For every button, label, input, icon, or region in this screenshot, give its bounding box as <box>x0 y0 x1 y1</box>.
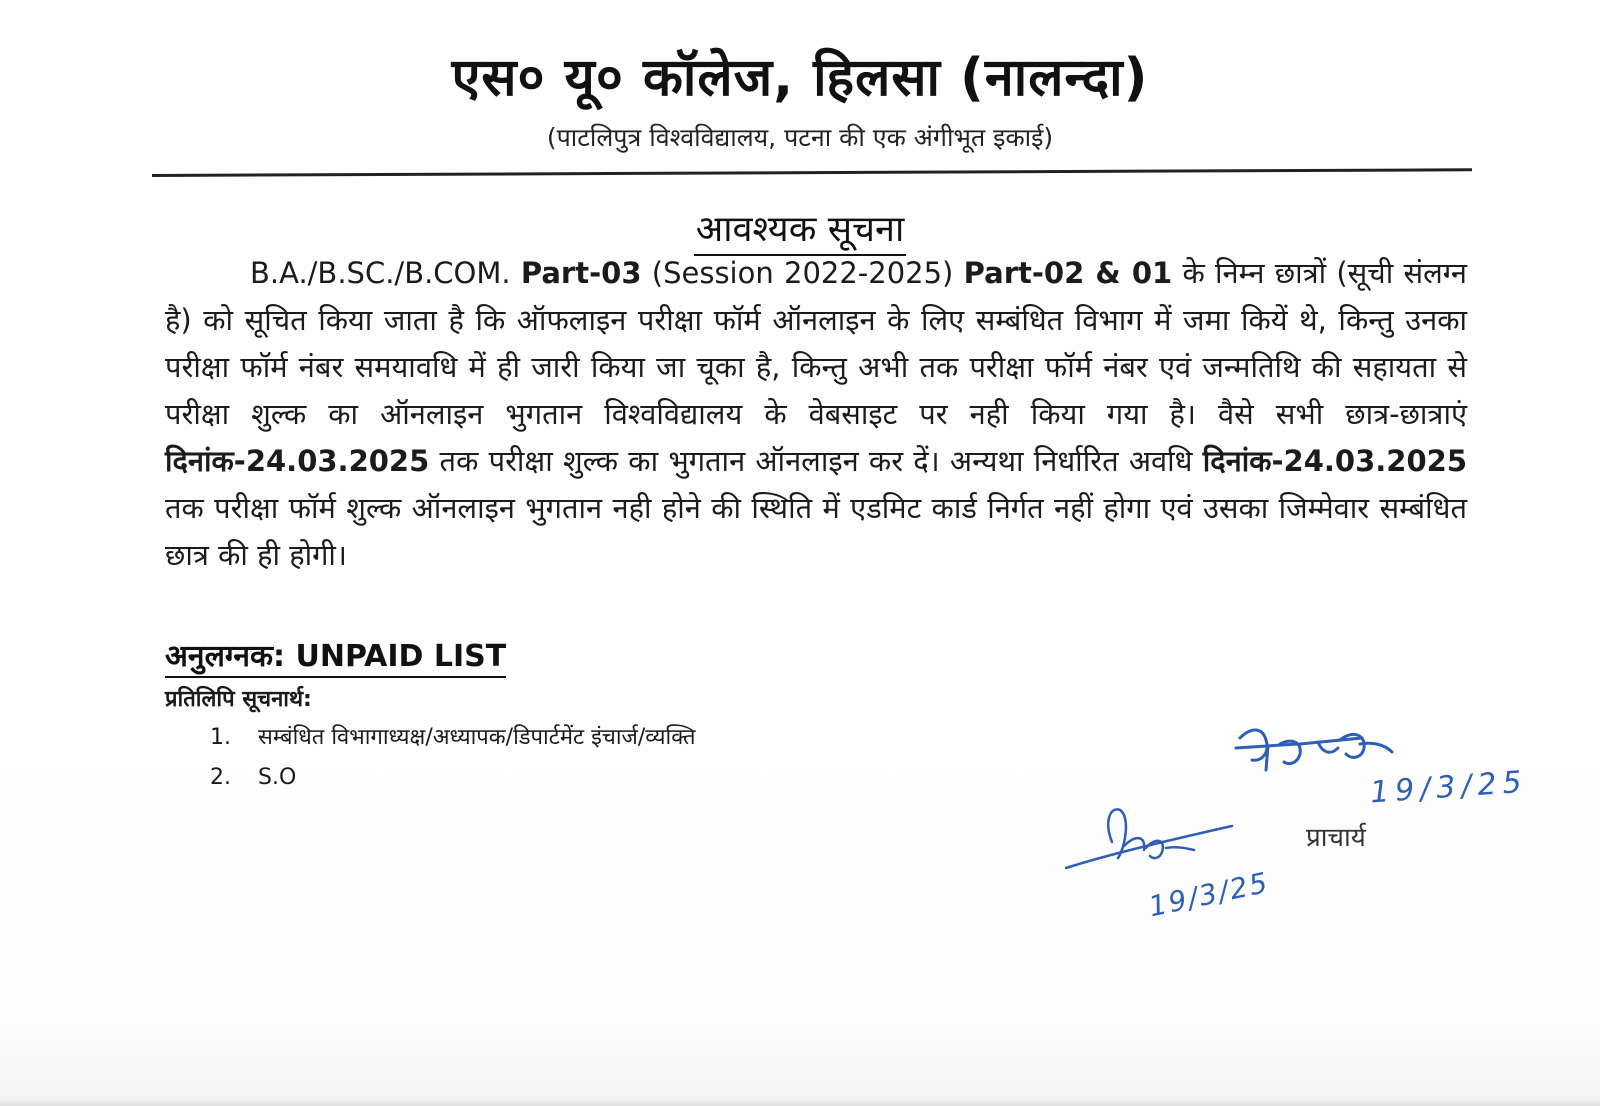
page-edge <box>0 1098 1600 1106</box>
session-label: (Session 2022-2025) <box>651 256 954 290</box>
copy-to-label: प्रतिलिपि सूचनार्थ: <box>165 687 312 712</box>
principal-signature <box>1236 730 1392 770</box>
principal-signature-date: 19/3/25 <box>1368 764 1529 811</box>
deadline-date-1: दिनांक-24.03.2025 <box>165 444 430 478</box>
part-03-label: Part-03 <box>520 256 642 290</box>
course-list: B.A./B.SC./B.COM. <box>250 256 511 290</box>
list-item-number: 2. <box>210 765 231 790</box>
notice-text-3: तक परीक्षा फॉर्म शुल्क ऑनलाइन भुगतान नही होने की स्थिति में एडमिट कार्ड निर्गत नहीं होगा एवं उसका जिम्मेवार सम्बंधित छात्र की ही होगी। <box>165 491 1467 572</box>
affiliation-line: (पाटलिपुत्र विश्वविद्यालय, पटना की एक अंगीभूत इकाई) <box>546 123 1054 152</box>
annexure-label: अनुलग्नक: UNPAID LIST <box>165 634 506 678</box>
college-name: एस० यू० कॉलेज, हिलसा (नालन्दा) <box>451 48 1149 108</box>
list-item-number: 1. <box>210 725 231 750</box>
list-item-text: S.O <box>258 765 297 790</box>
notice-heading-text: आवश्यक सूचना <box>694 203 907 256</box>
part-02-01-label: Part-02 & 01 <box>963 256 1173 290</box>
notice-text-2: तक परीक्षा शुल्क का भुगतान ऑनलाइन कर दें। अन्यथा निर्धारित अवधि <box>439 444 1193 478</box>
list-item-text: सम्बंधित विभागाध्यक्ष/अध्यापक/डिपार्टमेंट इंचार्ज/व्यक्ति <box>258 725 696 750</box>
notice-text-1: के निम्न छात्रों (सूची संलग्न है) को सूचित किया जाता है कि ऑफलाइन परीक्षा फॉर्म ऑनलाइन के लिए सम्बंधित विभाग में जमा कियें थे, किन्तु उनका परीक्षा फॉर्म नंबर समयावधि में ही जारी किया जा चूका है, किन्तु अभी तक परीक्षा फॉर्म नंबर एवं जन्मतिथि की सहायता से परीक्षा शुल्क का ऑनलाइन भुगतान विश्वविद्यालय के वेबसाइट पर नही किया गया है। वैसे सभी छात्र-छात्राएं <box>165 256 1467 431</box>
countersignature <box>1066 809 1232 868</box>
countersignature-date: 19/3/25 <box>1145 865 1273 924</box>
principal-title: प्राचार्य <box>1306 823 1366 853</box>
deadline-date-2: दिनांक-24.03.2025 <box>1202 444 1468 478</box>
